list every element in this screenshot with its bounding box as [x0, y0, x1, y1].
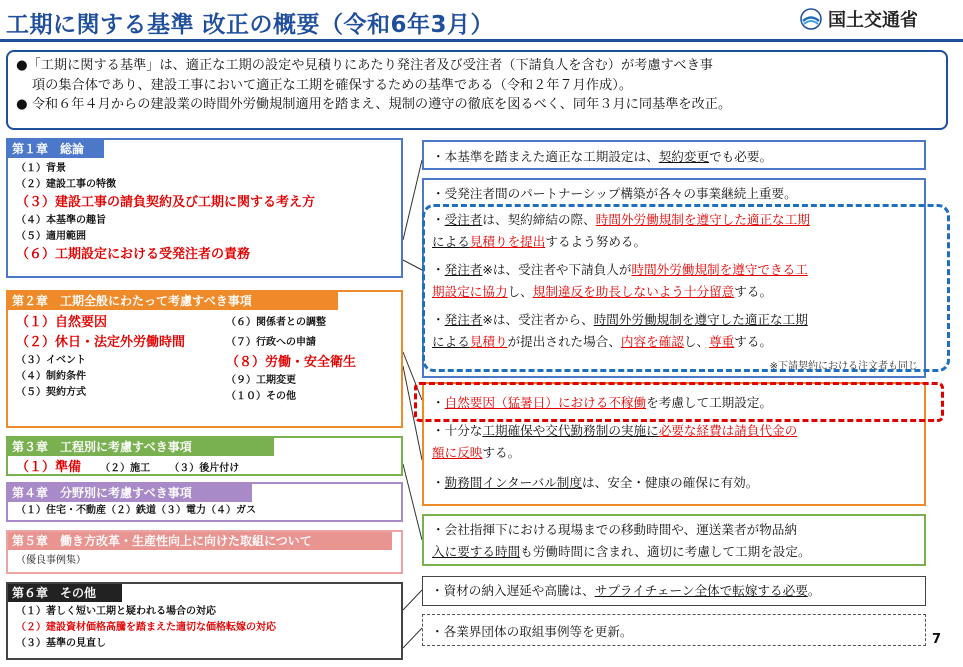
- chapter-3-item: （２）施工: [100, 463, 151, 474]
- heat-days-text: 自然要因（猛暑日）における不稼働: [444, 395, 647, 410]
- chapter-3-item-highlight: （１）準備: [16, 460, 82, 475]
- chapter-3-item: （３）後片付け: [169, 463, 240, 474]
- chapter-6-item: （１）著しく短い工期と疑われる場合の対応: [16, 606, 216, 617]
- chapter-2-item: （６）関係者との調整: [226, 317, 326, 328]
- contract-change-text: 契約変更: [658, 149, 710, 164]
- chapter-2-item-highlight: （８）労働・安全衛生: [226, 355, 357, 370]
- intro-line-2: 項の集合体であり、建設工事において適正な工期を確保するための基準である（令和２年７月作成）。: [32, 77, 633, 93]
- chapter-4-box: [6, 482, 403, 522]
- chapter-4-heading: 第４章 分野別に考慮すべき事項: [8, 484, 252, 502]
- right-box-contract: ・本基準を踏まえた適正な工期設定は、契約変更でも必要。: [422, 140, 926, 170]
- right-box-travel-time: ・会社指揮下における現場までの移動時間や、運送業者が物品納 入に要する時間も労働時間に含まれ、適切に考慮して工期を設定。: [422, 514, 926, 566]
- highlight-frame-blue: [422, 204, 950, 372]
- right-box-case-studies: ・各業界団体の取組事例等を更新。: [422, 614, 926, 646]
- chapter-2-item: （１０）その他: [226, 391, 296, 402]
- chapter-6-item-highlight: （２）建設資材価格高騰を踏まえた適切な価格転嫁の対応: [16, 622, 276, 633]
- chapter-1-item: （１）背景: [16, 163, 66, 174]
- page-title: 工期に関する基準 改正の概要（令和6年3月）: [6, 12, 495, 38]
- chapter-1-item-highlight: （３）建設工事の請負契約及び工期に関する考え方: [16, 195, 316, 210]
- chapter-6-box: [6, 582, 403, 660]
- chapter-1-item: （２）建設工事の特徴: [16, 179, 116, 190]
- chapter-5-heading: 第５章 働き方改革・生産性向上に向けた取組について: [8, 532, 392, 550]
- chapter-2-item-highlight: （１）自然要因: [16, 315, 108, 330]
- chapter-1-item: （５）適用範囲: [16, 231, 86, 242]
- chapter-1-box: [6, 138, 403, 278]
- chapter-2-box: [6, 290, 403, 428]
- ministry-name: 国土交通省: [828, 10, 918, 31]
- chapter-3-heading: 第３章 工程別に考慮すべき事項: [8, 438, 274, 456]
- intro-line-1: ●「工期に関する基準」は、適正な工期の設定や見積りにあたり発注者及び受注者（下請負人を含む）が考慮すべき事: [16, 58, 713, 73]
- chapter-2-item: （３）イベント: [16, 355, 86, 366]
- chapter-6-heading: 第６章 その他: [8, 584, 122, 602]
- chapter-5-box: [6, 530, 403, 574]
- chapter-2-heading: 第２章 工期全般にわたって考慮すべき事項: [8, 292, 338, 310]
- chapter-1-item: （４）本基準の趣旨: [16, 215, 106, 226]
- chapter-2-item-highlight: （２）休日・法定外労働時間: [16, 335, 186, 350]
- chapter-1-heading: 第１章 総論: [8, 140, 104, 158]
- chapter-2-item: （７）行政への申請: [226, 337, 316, 348]
- highlight-frame-red: [414, 382, 944, 422]
- right-box-supply-chain: ・資材の納入遅延や高騰は、サプライチェーン全体で転嫁する必要。: [422, 576, 926, 606]
- chapter-1-item-highlight: （６）工期設定における受発注者の責務: [16, 247, 251, 262]
- right-box-natural-factors: ・自然要因（猛暑日）における不稼働を考慮して工期設定。 ・十分な工期確保や交代勤務制の実施に必要な経費は請負代金の 額に反映する。 ・勤務間インターバル制度は、安全・健康の確保に有効。: [422, 382, 926, 506]
- chapter-6-item: （３）基準の見直し: [16, 638, 106, 649]
- chapter-3-box: [6, 436, 403, 476]
- chapter-2-item: （５）契約方式: [16, 387, 86, 398]
- page-number: 7: [932, 632, 942, 647]
- chapter-4-items: （１）住宅・不動産（２）鉄道（３）電力（４）ガス: [16, 505, 256, 516]
- partnership-line: ・受発注者間のパートナーシップ構築が各々の事業継続上重要。: [432, 186, 797, 201]
- intro-line-3: ● 令和６年４月からの建設業の時間外労働規制適用を踏まえ、規制の遵守の徹底を図るべく、同年３月に同基準を改正。: [16, 97, 732, 112]
- chapter-2-item: （４）制約条件: [16, 371, 86, 382]
- chapter-5-items: （優良事例集）: [16, 555, 86, 566]
- chapter-2-item: （９）工期変更: [226, 375, 296, 386]
- right-box-partnership: ・受発注者間のパートナーシップ構築が各々の事業継続上重要。 ・受注者は、契約締結の際、時間外労働規制を遵守した適正な工期 による見積りを提出するよう努める。 ・発注者※は、受注者や下請負人が時間外労働規制を遵守できる工 期設定に協力し、規制違反を助長しないよう十分留意する。 ・発注者※は、受注者から、時間外労働規制を遵守した適正な工期 による見積りが提出された場合、内容を確認し、尊重する。 ※下請契約における注文者も同じ: [422, 178, 926, 378]
- subcontract-note: ※下請契約における注文者も同じ: [769, 361, 918, 372]
